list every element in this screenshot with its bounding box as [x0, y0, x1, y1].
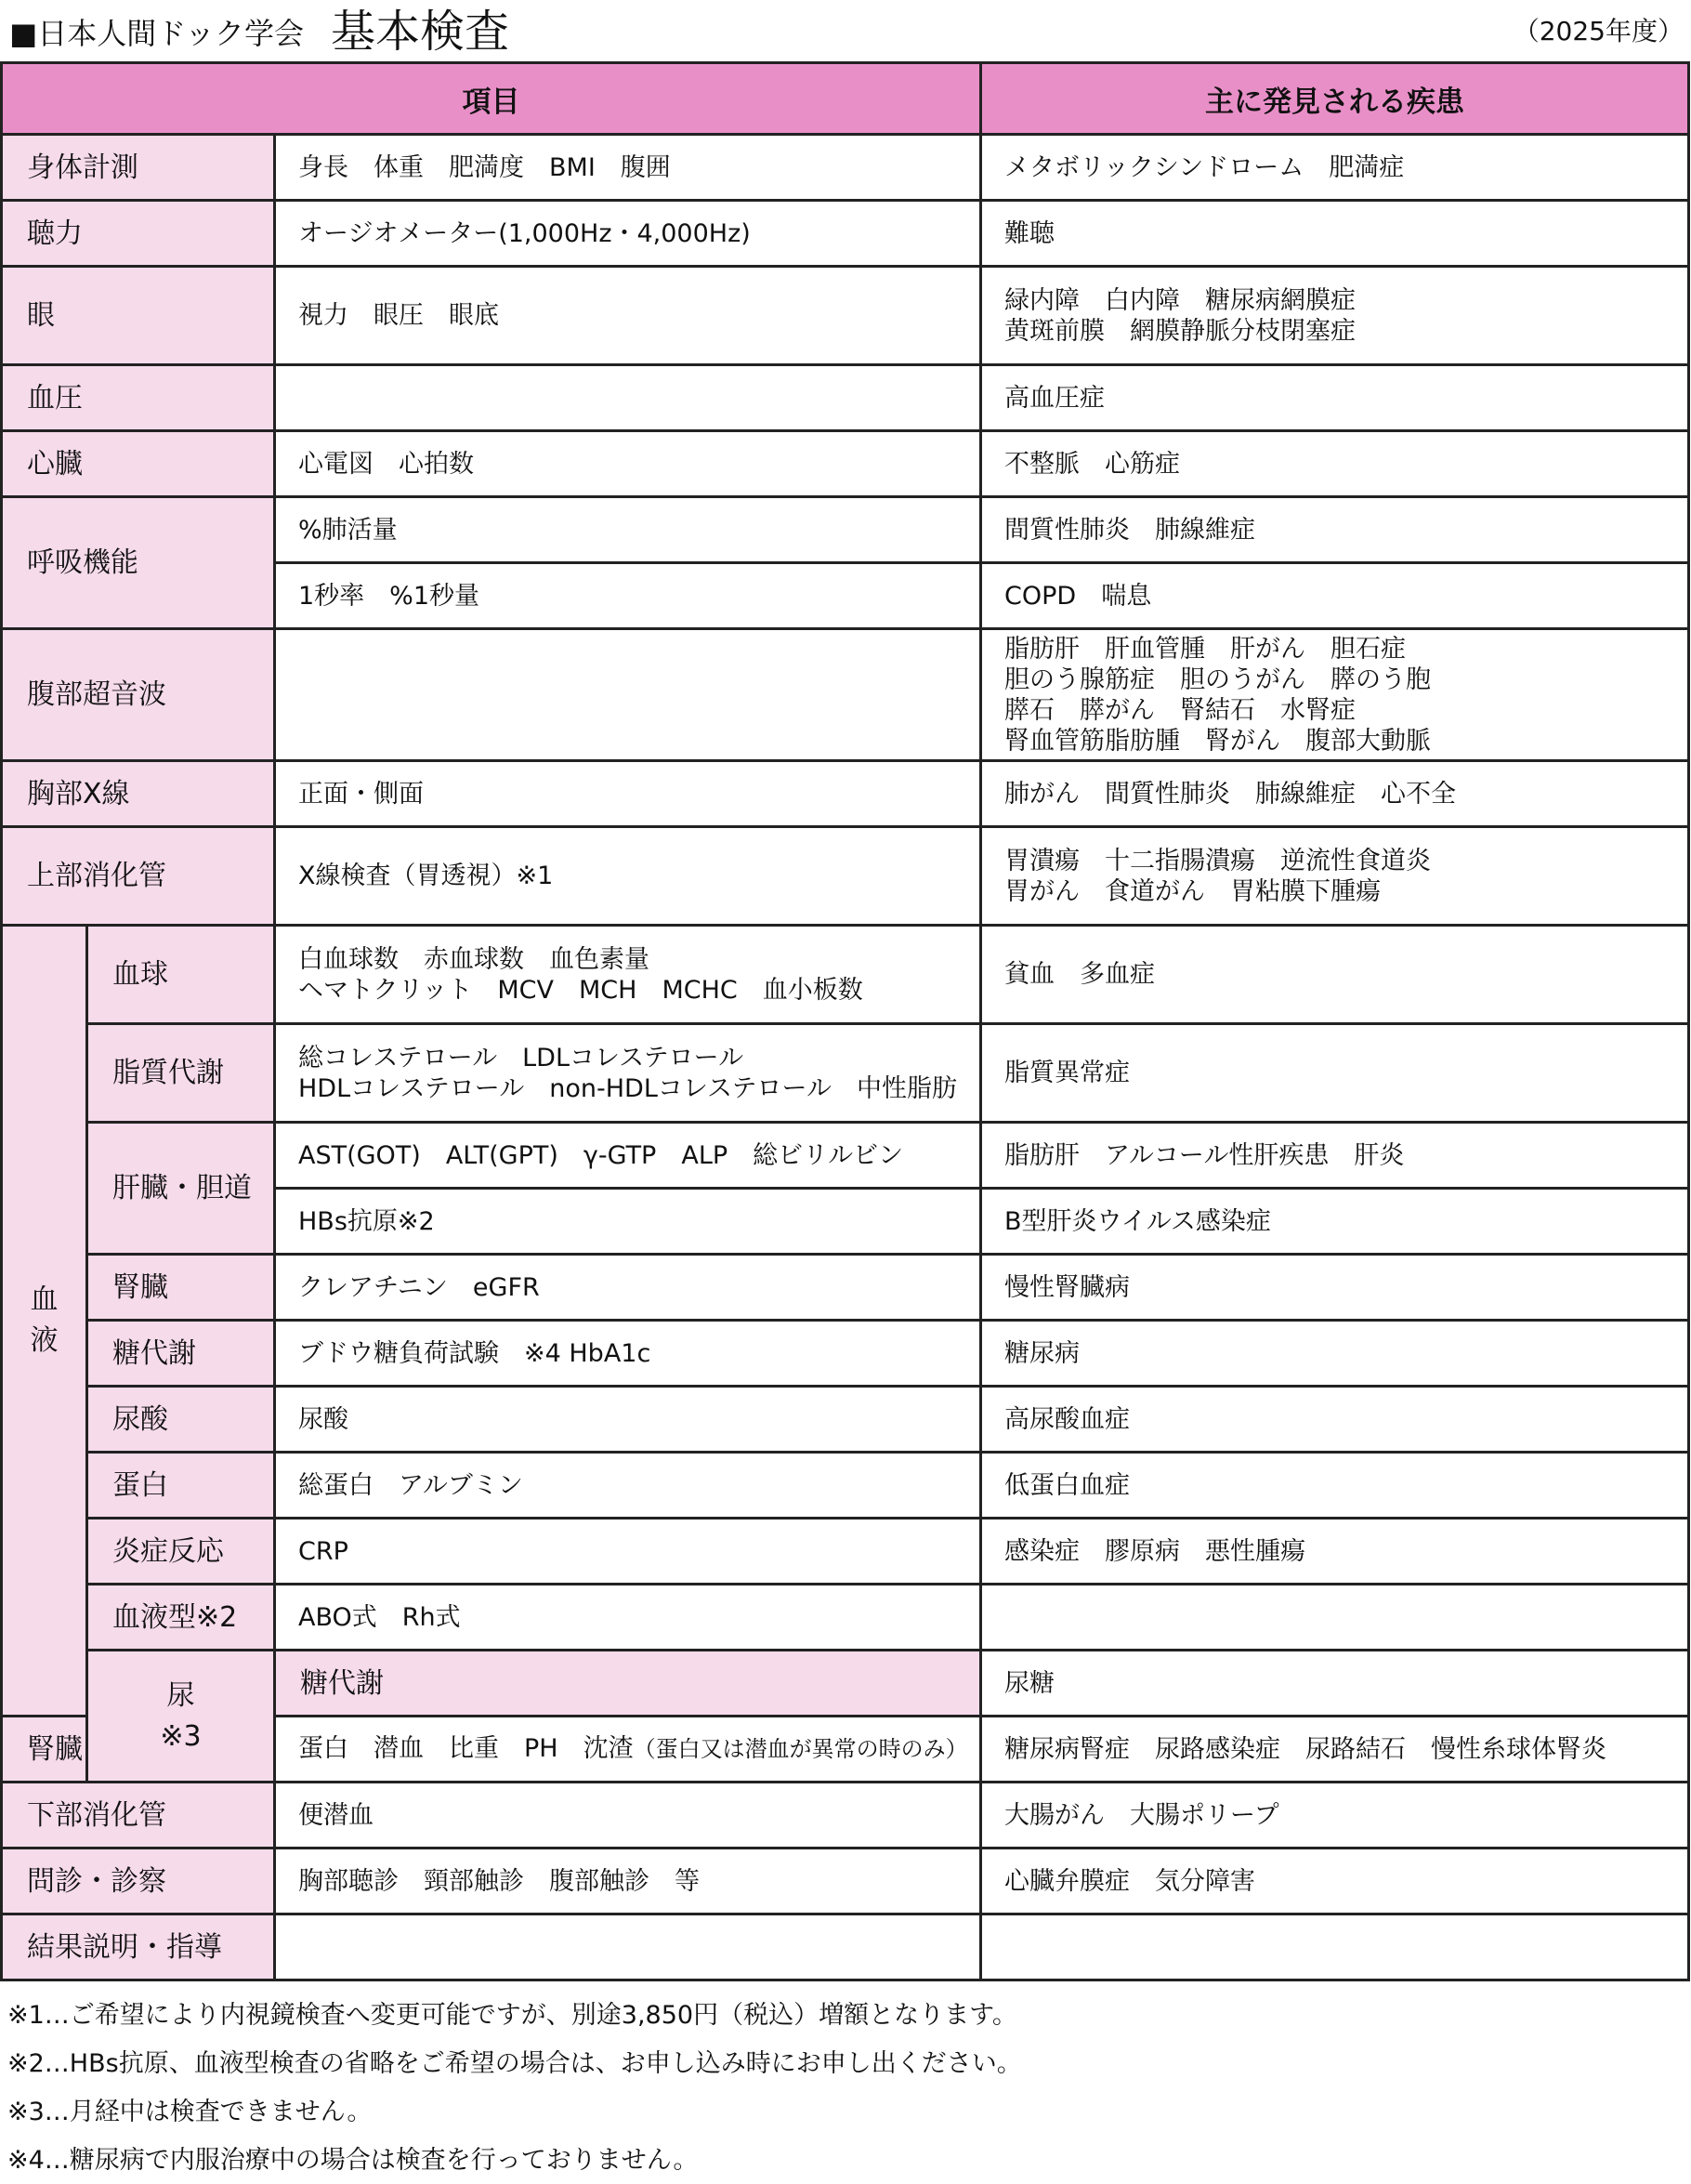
item-text: 蛋白 潜血 比重 PH 沈渣 — [298, 1734, 634, 1763]
disease-line: 黄斑前膜 網膜静脈分枝閉塞症 — [1004, 316, 1357, 346]
disease-cell: 高血圧症 — [981, 365, 1689, 431]
disease-line: 胃潰瘍 十二指腸潰瘍 逆流性食道炎 — [1004, 846, 1432, 875]
item-line: HDLコレステロール non-HDLコレステロール 中性脂肪 — [298, 1073, 957, 1103]
category-cell: 眼 — [2, 267, 275, 365]
table-row — [2, 1024, 1689, 1123]
item-cell: 総蛋白 アルブミン — [275, 1453, 981, 1519]
disease-cell — [981, 827, 1689, 926]
urine-category-cell — [87, 1651, 275, 1783]
item-line: 総コレステロール LDLコレステロール — [298, 1043, 744, 1072]
table-row — [2, 926, 1689, 1024]
disease-cell — [981, 1585, 1689, 1651]
disease-cell — [981, 629, 1689, 761]
disease-cell: 不整脈 心筋症 — [981, 431, 1689, 497]
item-cell: X線検査（胃透視）※1 — [275, 827, 981, 926]
item-cell: 胸部聴診 頸部触診 腹部触診 等 — [275, 1849, 981, 1914]
fiscal-year: （2025年度） — [1513, 16, 1684, 46]
item-cell: クレアチニン eGFR — [275, 1255, 981, 1321]
item-cell: ブドウ糖負荷試験 ※4 HbA1c — [275, 1321, 981, 1387]
table-row — [2, 1651, 1689, 1717]
category-cell: 胸部X線 — [2, 761, 275, 827]
item-cell — [275, 1717, 981, 1783]
subcategory-cell: 腎臓 — [2, 1717, 87, 1783]
subcategory-cell: 蛋白 — [87, 1453, 275, 1519]
disease-line: 膵石 膵がん 腎結石 水腎症 — [1004, 695, 1357, 725]
category-cell: 聴力 — [2, 201, 275, 267]
table-row — [2, 1255, 1689, 1321]
footnote: ※3…月経中は検査できません。 — [7, 2098, 373, 2126]
table-header-row — [2, 63, 1689, 135]
item-cell: AST(GOT) ALT(GPT) γ-GTP ALP 総ビリルビン — [275, 1123, 981, 1189]
table-row — [2, 201, 1689, 267]
table-row — [2, 267, 1689, 365]
subcategory-cell: 血球 — [87, 926, 275, 1024]
item-cell: 心電図 心拍数 — [275, 431, 981, 497]
table-row — [2, 497, 1689, 563]
subcategory-cell: 尿酸 — [87, 1387, 275, 1453]
item-line: 白血球数 赤血球数 血色素量 — [298, 944, 649, 974]
disease-line: 胆のう腺筋症 胆のうがん 膵のう胞 — [1004, 664, 1432, 694]
disease-line: 脂肪肝 肝血管腫 肝がん 胆石症 — [1004, 634, 1407, 664]
disease-line: 緑内障 白内障 糖尿病網膜症 — [1004, 285, 1357, 315]
blood-category-cell — [2, 926, 87, 1717]
item-cell: 尿糖 — [981, 1651, 1689, 1717]
disease-cell: 間質性肺炎 肺線維症 — [981, 497, 1689, 563]
subcategory-cell: 糖代謝 — [275, 1651, 981, 1717]
page-title: 基本検査 — [331, 6, 510, 58]
item-cell: CRP — [275, 1519, 981, 1585]
category-cell: 呼吸機能 — [2, 497, 275, 629]
disease-cell: 大腸がん 大腸ポリープ — [981, 1783, 1689, 1849]
exam-table — [0, 61, 1690, 1981]
table-row — [2, 1849, 1689, 1914]
table-row — [2, 1453, 1689, 1519]
item-cell: オージオメーター(1,000Hz・4,000Hz) — [275, 201, 981, 267]
item-cell — [275, 365, 981, 431]
subcategory-cell: 腎臓 — [87, 1255, 275, 1321]
disease-cell — [981, 1914, 1689, 1980]
disease-cell: 貧血 多血症 — [981, 926, 1689, 1024]
category-cell: 腹部超音波 — [2, 629, 275, 761]
subcategory-cell: 肝臓・胆道 — [87, 1123, 275, 1255]
column-header-item: 項目 — [2, 63, 981, 135]
disease-cell: 脂肪肝 アルコール性肝疾患 肝炎 — [981, 1123, 1689, 1189]
item-cell: 正面・側面 — [275, 761, 981, 827]
disease-cell: 糖尿病腎症 尿路感染症 尿路結石 慢性糸球体腎炎 — [981, 1717, 1689, 1783]
table-row — [2, 1914, 1689, 1980]
urine-category-char: 尿 — [166, 1678, 195, 1712]
footnote: ※2…HBs抗原、血液型検査の省略をご希望の場合は、お申し込み時にお申し出ください。 — [7, 2049, 1022, 2078]
item-cell: ABO式 Rh式 — [275, 1585, 981, 1651]
subcategory-cell: 炎症反応 — [87, 1519, 275, 1585]
item-cell: 便潜血 — [275, 1783, 981, 1849]
subcategory-cell: 血液型※2 — [87, 1585, 275, 1651]
category-cell: 身体計測 — [2, 135, 275, 201]
disease-cell: 高尿酸血症 — [981, 1387, 1689, 1453]
item-cell — [275, 926, 981, 1024]
item-cell: 視力 眼圧 眼底 — [275, 267, 981, 365]
subcategory-cell: 糖代謝 — [87, 1321, 275, 1387]
item-line: ヘマトクリット MCV MCH MCHC 血小板数 — [298, 975, 863, 1005]
disease-cell: 難聴 — [981, 201, 1689, 267]
table-row — [2, 629, 1689, 761]
table-row — [2, 1387, 1689, 1453]
blood-category-char: 液 — [30, 1324, 59, 1357]
category-cell: 心臓 — [2, 431, 275, 497]
organization-name: ■日本人間ドック学会 — [9, 16, 304, 51]
category-cell: 問診・診察 — [2, 1849, 275, 1914]
disease-cell: 脂質異常症 — [981, 1024, 1689, 1123]
disease-cell: 感染症 膠原病 悪性腫瘍 — [981, 1519, 1689, 1585]
column-header-disease: 主に発見される疾患 — [981, 63, 1689, 135]
disease-line: 胃がん 食道がん 胃粘膜下腫瘍 — [1004, 876, 1382, 906]
item-cell: 尿酸 — [275, 1387, 981, 1453]
footnote: ※1…ご希望により内視鏡検査へ変更可能ですが、別途3,850円（税込）増額となります。 — [7, 2001, 1017, 2030]
table-row — [2, 1519, 1689, 1585]
item-cell — [275, 629, 981, 761]
blood-category-char: 血 — [30, 1283, 59, 1316]
table-row — [2, 431, 1689, 497]
item-cell: 身長 体重 肥満度 BMI 腹囲 — [275, 135, 981, 201]
disease-line: 腎血管筋脂肪腫 腎がん 腹部大動脈 — [1004, 726, 1432, 756]
category-cell: 血圧 — [2, 365, 275, 431]
page-header — [0, 0, 1691, 61]
disease-cell: 心臓弁膜症 気分障害 — [981, 1849, 1689, 1914]
table-row — [2, 1321, 1689, 1387]
category-cell: 結果説明・指導 — [2, 1914, 275, 1980]
item-note: （蛋白又は潜血が異常の時のみ） — [633, 1736, 968, 1762]
item-cell — [275, 1914, 981, 1980]
table-row — [2, 1123, 1689, 1189]
table-row — [2, 761, 1689, 827]
disease-cell: 肺がん 間質性肺炎 肺線維症 心不全 — [981, 761, 1689, 827]
table-row — [2, 135, 1689, 201]
disease-cell: B型肝炎ウイルス感染症 — [981, 1189, 1689, 1255]
table-row — [2, 1585, 1689, 1651]
item-cell: 1秒率 %1秒量 — [275, 563, 981, 629]
table-row — [2, 1783, 1689, 1849]
item-cell: %肺活量 — [275, 497, 981, 563]
item-cell: HBs抗原※2 — [275, 1189, 981, 1255]
table-row — [2, 827, 1689, 926]
category-cell: 上部消化管 — [2, 827, 275, 926]
disease-cell — [981, 267, 1689, 365]
disease-cell: 糖尿病 — [981, 1321, 1689, 1387]
disease-cell: COPD 喘息 — [981, 563, 1689, 629]
subcategory-cell: 脂質代謝 — [87, 1024, 275, 1123]
category-cell: 下部消化管 — [2, 1783, 275, 1849]
disease-cell: 低蛋白血症 — [981, 1453, 1689, 1519]
disease-cell: メタボリックシンドローム 肥満症 — [981, 135, 1689, 201]
table-row — [2, 365, 1689, 431]
urine-category-note: ※3 — [160, 1719, 202, 1753]
disease-cell: 慢性腎臓病 — [981, 1255, 1689, 1321]
footnote: ※4…糖尿病で内服治療中の場合は検査を行っておりません。 — [7, 2146, 699, 2175]
item-cell — [275, 1024, 981, 1123]
